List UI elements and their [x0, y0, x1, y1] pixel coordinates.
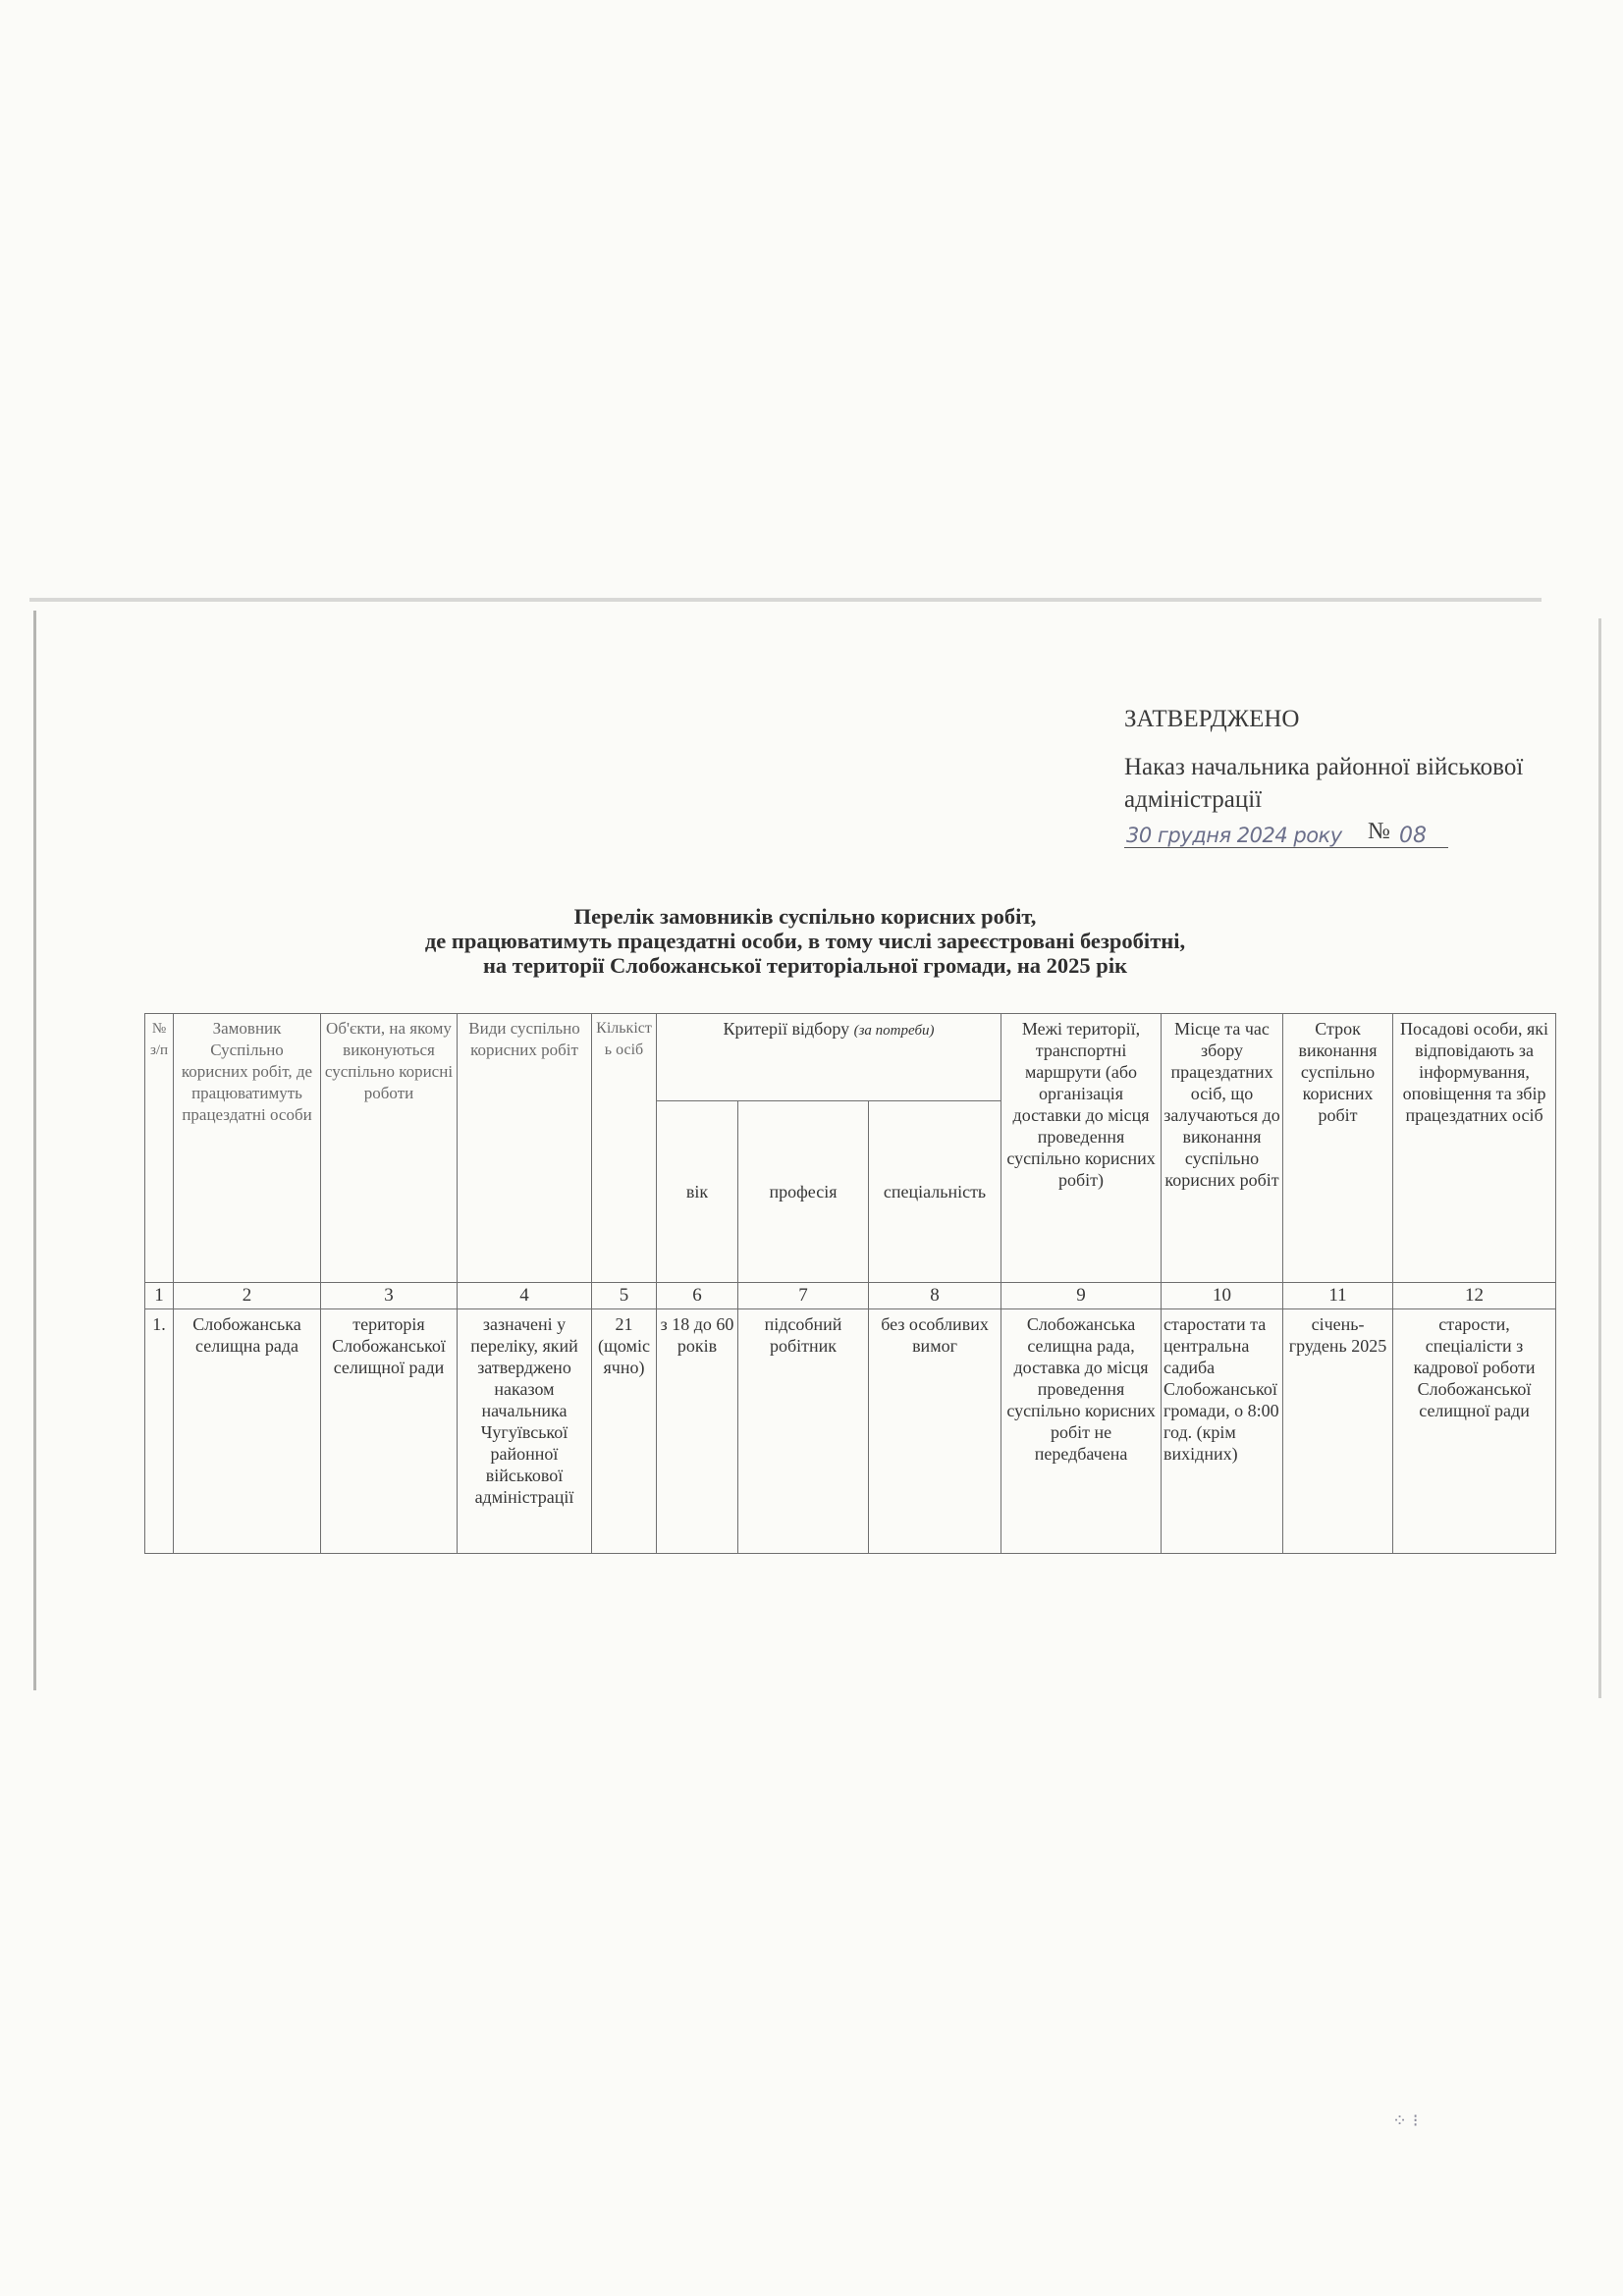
header-criteria-label: Критерії відбору [723, 1019, 850, 1039]
header-criteria-note: (за потреби) [853, 1023, 935, 1039]
approval-order: Наказ начальника районної військової адміністрації [1124, 754, 1524, 813]
header-row-1 [145, 1014, 1556, 1101]
header-objects: Об'єкти, на якому виконуються суспільно корисні роботи [321, 1014, 458, 1283]
col-number: 1 [145, 1283, 174, 1309]
col-number: 6 [657, 1283, 738, 1309]
cell-count: 21 (щомісячно) [592, 1309, 657, 1554]
approval-header: ЗАТВЕРДЖЕНО [1124, 706, 1300, 732]
header-officials: Посадові особи, які відповідають за інформування, оповіщення та збір працездатних осіб [1393, 1014, 1556, 1283]
header-criteria [657, 1014, 1001, 1101]
cell-specialty: без особливих вимог [869, 1309, 1001, 1554]
cell-place-time: старостати та центральна садиба Слобожанської громади, о 8:00 год. (крім вихідних) [1162, 1309, 1283, 1554]
scan-edge-top [29, 598, 1542, 602]
header-specialty: спеціальність [869, 1101, 1001, 1283]
scan-edge-right [1598, 618, 1601, 1698]
col-number: 12 [1393, 1283, 1556, 1309]
table-row [145, 1309, 1556, 1554]
cell-age: з 18 до 60 років [657, 1309, 738, 1554]
col-number: 9 [1001, 1283, 1162, 1309]
header-count: Кількість осіб [592, 1014, 657, 1283]
title-line-2: де працюватимуть працездатні особи, в тому числі зареєстровані безробітні, [424, 929, 1186, 953]
customers-table [144, 1013, 1556, 1554]
cell-objects: територія Слобожанської селищної ради [321, 1309, 458, 1554]
col-number: 4 [458, 1283, 592, 1309]
col-number: 5 [592, 1283, 657, 1309]
col-number: 11 [1283, 1283, 1393, 1309]
col-number: 10 [1162, 1283, 1283, 1309]
approval-number-handwritten: 08 [1399, 824, 1427, 848]
header-age: вік [657, 1101, 738, 1283]
header-customer: Замовник Суспільно корисних робіт, де працюватимуть працездатні особи [174, 1014, 321, 1283]
cell-profession: підсобний робітник [738, 1309, 869, 1554]
cell-term: січень-грудень 2025 [1283, 1309, 1393, 1554]
title-line-3: на території Слобожанської територіальної громади, на 2025 рік [482, 953, 1128, 978]
cell-officials: старости, спеціалісти з кадрової роботи Слобожанської селищної ради [1393, 1309, 1556, 1554]
cell-customer: Слобожанська селищна рада [174, 1309, 321, 1554]
approval-stamp-block [1124, 703, 1537, 848]
cell-boundaries: Слобожанська селищна рада, доставка до місця проведення суспільно корисних робіт не передбачена [1001, 1309, 1162, 1554]
header-term: Строк виконання суспільно корисних робіт [1283, 1014, 1393, 1283]
header-num: № з/п [145, 1014, 174, 1283]
cell-num: 1. [145, 1309, 174, 1554]
col-number: 8 [869, 1283, 1001, 1309]
header-boundaries: Межі території, транспортні маршрути (або організація доставки до місця проведення суспільно корисних робіт) [1001, 1014, 1162, 1283]
title-line-1: Перелік замовників суспільно корисних робіт, [573, 904, 1037, 929]
header-profession: професія [738, 1101, 869, 1283]
approval-date-handwritten: 30 грудня 2024 року [1126, 824, 1342, 847]
col-number: 3 [321, 1283, 458, 1309]
cell-types: зазначені у переліку, який затверджено наказом начальника Чугуївської районної військової адміністрації [458, 1309, 592, 1554]
scan-edge-left [33, 611, 36, 1690]
scan-marks: ⁘ ⁝ [1392, 2110, 1419, 2131]
col-number: 7 [738, 1283, 869, 1309]
column-numbers-row [145, 1283, 1556, 1309]
header-types: Види суспільно корисних робіт [458, 1014, 592, 1283]
col-number: 2 [174, 1283, 321, 1309]
approval-number-label: № [1368, 819, 1390, 844]
document-title [275, 904, 1335, 978]
header-place-time: Місце та час збору працездатних осіб, що залучаються до виконання суспільно корисних робіт [1162, 1014, 1283, 1283]
approval-signature-line [1124, 818, 1448, 848]
